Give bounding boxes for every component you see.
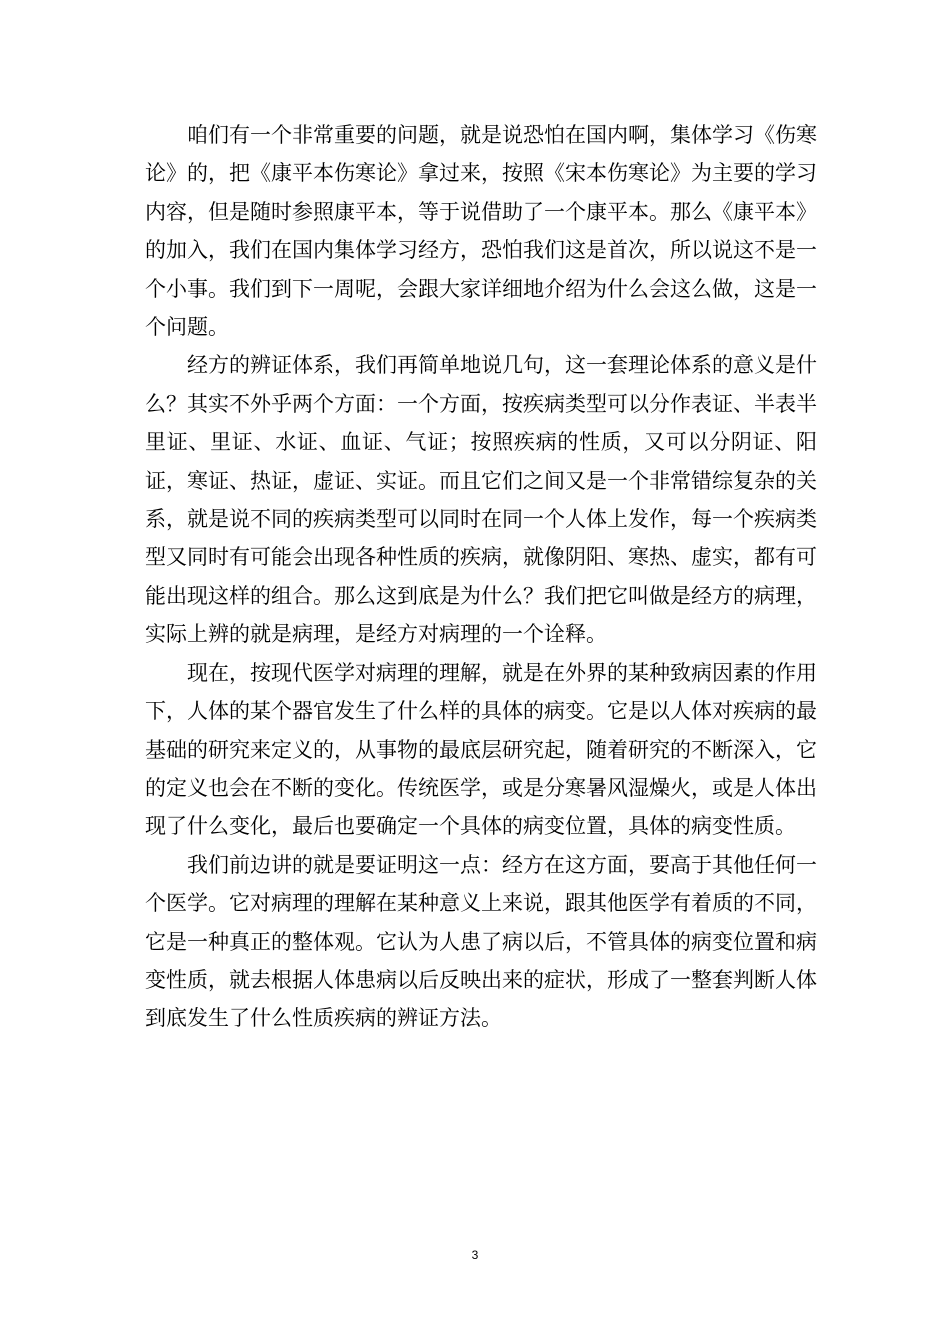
paragraph: 现在，按现代医学对病理的理解，就是在外界的某种致病因素的作用下，人体的某个器官发生了什么样的具体的病变。它是以人体对疾病的最基础的研究来定义的，从事物的最底层研究起，随着研究的不断深入，它的定义也会在不断的变化。传统医学，或是分寒暑风湿燥火，或是人体出现了什么变化，最后也要确定一个具体的病变位置，具体的病变性质。 bbox=[145, 660, 817, 839]
document-body bbox=[145, 116, 817, 1038]
paragraph: 我们前边讲的就是要证明这一点：经方在这方面，要高于其他任何一个医学。它对病理的理解在某种意义上来说，跟其他医学有着质的不同，它是一种真正的整体观。它认为人患了病以后，不管具体的病变位置和病变性质，就去根据人体患病以后反映出来的症状，形成了一整套判断人体到底发生了什么性质疾病的辨证方法。 bbox=[145, 852, 817, 1031]
paragraph: 咱们有一个非常重要的问题，就是说恐怕在国内啊，集体学习《伤寒论》的，把《康平本伤寒论》拿过来，按照《宋本伤寒论》为主要的学习内容，但是随时参照康平本，等于说借助了一个康平本。那么《康平本》的加入，我们在国内集体学习经方，恐怕我们这是首次，所以说这不是一个小事。我们到下一周呢，会跟大家详细地介绍为什么会这么做，这是一个问题。 bbox=[145, 123, 817, 340]
page-number: 3 bbox=[471, 1248, 479, 1262]
paragraph: 经方的辨证体系，我们再简单地说几句，这一套理论体系的意义是什么？其实不外乎两个方面：一个方面，按疾病类型可以分作表证、半表半里证、里证、水证、血证、气证；按照疾病的性质，又可以分阴证、阳证，寒证、热证，虚证、实证。而且它们之间又是一个非常错综复杂的关系，就是说不同的疾病类型可以同时在同一个人体上发作，每一个疾病类型又同时有可能会出现各种性质的疾病，就像阴阳、寒热、虚实，都有可能出现这样的组合。那么这到底是为什么？我们把它叫做是经方的病理，实际上辨的就是病理，是经方对病理的一个诠释。 bbox=[145, 353, 817, 647]
